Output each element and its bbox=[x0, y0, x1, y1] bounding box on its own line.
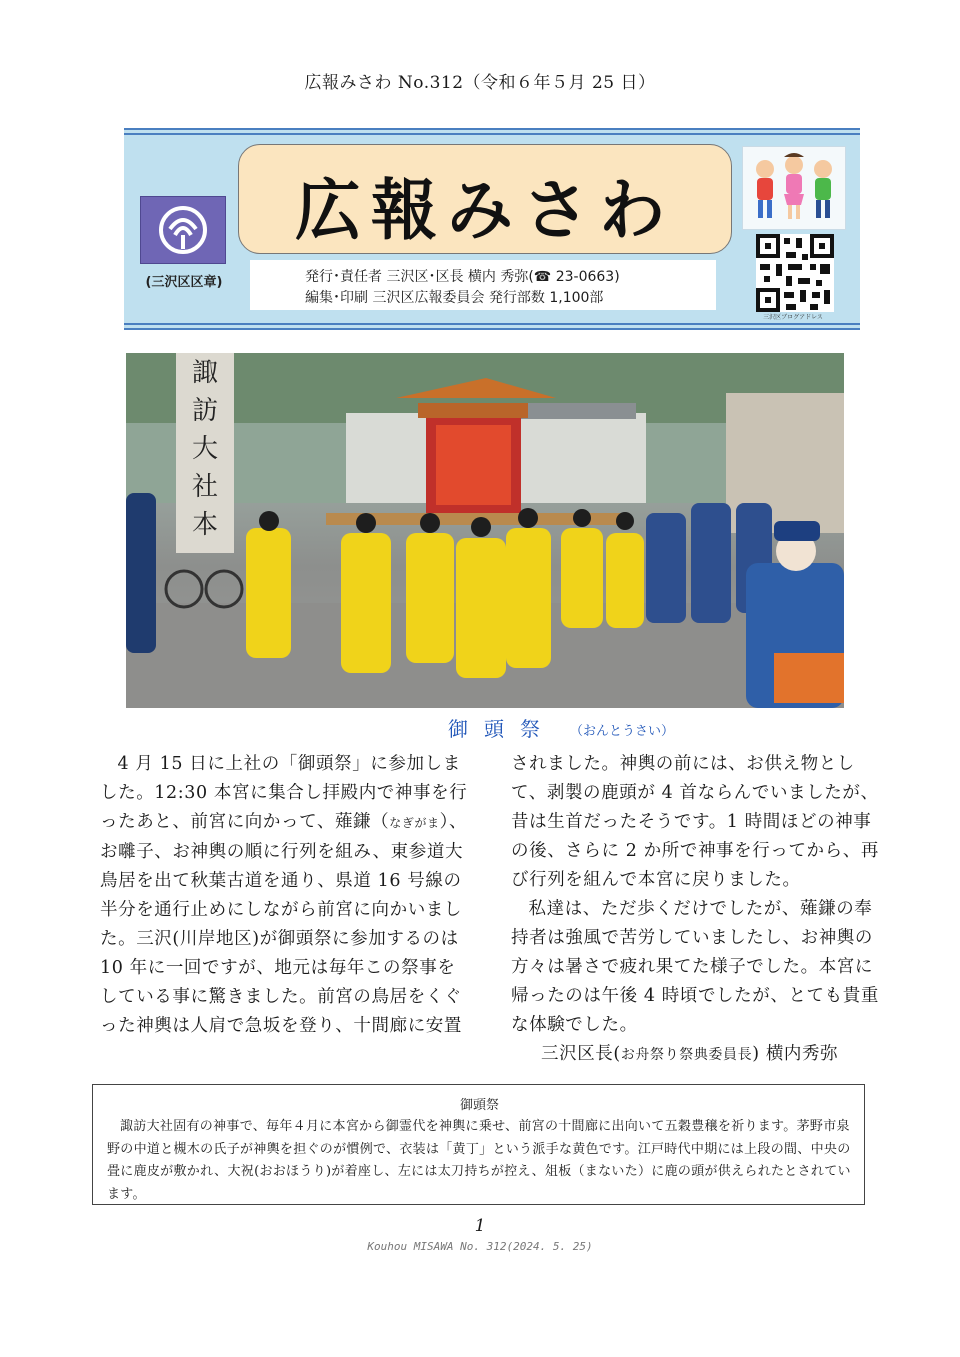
article-column-right bbox=[511, 750, 883, 1070]
note-title: 御頭祭 bbox=[459, 1098, 499, 1113]
child-head-icon bbox=[814, 160, 832, 178]
district-emblem bbox=[140, 196, 226, 264]
masthead-bottom-rule-2 bbox=[124, 328, 860, 330]
emblem-caption: (三沢区区章) bbox=[145, 275, 223, 290]
bicycle-wheel bbox=[206, 571, 242, 607]
title-box bbox=[238, 144, 732, 254]
masthead bbox=[124, 128, 860, 330]
pillar-char: 訪 bbox=[191, 396, 219, 426]
note-text: 諏訪大社固有の神事で、毎年４月に本宮から御霊代を神輿に乗せ、前宮の十間廊に出向いて五穀豊穣を祈ります。茅野市泉野の中道と槻木の氏子が神輿を担ぐのが慣例で、衣装は「黄丁」という派手な黄色です。江戸時代中期には上段の間、中央の畳に鹿皮が敷かれ、大祝(おおほうり)が着座し、左には太刀持ちが控え、俎板（まないた）に鹿の頭が供えられたとされています。 bbox=[107, 1119, 851, 1202]
article-paragraph-1-continued: されました。神輿の前には、お供え物として、剥製の鹿頭が 4 首ならんでいましたが、昔は生首だったそうです。1 時間ほどの神事の後、さらに 2 か所で神事を行ってから、再び行列を組んで本宮に戻りました。 bbox=[511, 754, 879, 890]
pillar-char: 大 bbox=[191, 434, 219, 464]
signature-role: お舟祭り祭典委員長 bbox=[620, 1047, 753, 1063]
pillar-char: 社 bbox=[191, 472, 219, 502]
publisher-info bbox=[250, 260, 716, 310]
photo-caption-reading: （おんとうさい） bbox=[570, 724, 675, 739]
masthead-top-rule bbox=[124, 128, 860, 130]
article-p1-reading: なぎがま bbox=[389, 816, 440, 830]
article-p1-text: 4 月 15 日に上社の「御頭祭」に参加しました。12:30 本宮に集合し拝殿内で神事を行ったあと、前宮に向かって、薙鎌（ bbox=[100, 754, 468, 832]
publication-footer: Kouhou MISAWA No. 312(2024. 5. 25) bbox=[367, 1240, 593, 1253]
article-p1-rest: ）、お囃子、お神輿の順に行列を組み、東参道大鳥居を出て秋葉古道を通り、県道 16 号線の半分を通行止めにしながら前宮に向かいました。三沢(川岸地区)が御頭祭に参加するのは 10 年に一回ですが、地元は毎年この祭事をしている事に驚きました。前宮の鳥居をくぐった神輿は人肩で急坂を登り、十間廊に安置 bbox=[100, 812, 468, 1036]
article-paragraph-1 bbox=[100, 750, 472, 1041]
masthead-top-rule-2 bbox=[124, 133, 860, 135]
article-signature bbox=[511, 1040, 883, 1070]
publisher-line: 発行･責任者 三沢区･区長 横内 秀弥(☎ 23-0663) bbox=[305, 269, 620, 285]
pillar-char: 諏 bbox=[191, 358, 219, 388]
issue-line: 広報みさわ No.312（令和６年５月 25 日） bbox=[304, 73, 656, 93]
children-illustration bbox=[742, 146, 846, 230]
photo-caption-title: 御頭祭 bbox=[448, 717, 556, 741]
article-paragraph-2: 私達は、ただ歩くだけでしたが、薙鎌の奉持者は強風で苦労していましたし、お神輿の方々は暑さで疲れ果てた様子でした。本宮に帰ったのは午後 4 時頃でしたが、とても貴重な体験でした。 bbox=[511, 899, 879, 1035]
signature-prefix: 三沢区長( bbox=[541, 1044, 621, 1064]
article-column-left bbox=[100, 750, 472, 1041]
editor-line: 編集･印刷 三沢区広報委員会 発行部数 1,100部 bbox=[305, 290, 604, 306]
masthead-bottom-rule bbox=[124, 323, 860, 325]
festival-photo bbox=[126, 353, 844, 708]
qr-code[interactable] bbox=[756, 234, 834, 312]
note-body bbox=[107, 1116, 855, 1206]
pillar-char: 本 bbox=[191, 510, 219, 540]
emblem-mark-icon bbox=[158, 205, 208, 255]
qr-caption: 三沢区ブログアドレス bbox=[763, 314, 823, 321]
newsletter-title: 広報みさわ bbox=[295, 172, 675, 249]
note-box bbox=[92, 1084, 865, 1205]
child-head-icon bbox=[785, 156, 803, 174]
signature-suffix: ) 横内秀弥 bbox=[752, 1044, 839, 1064]
page-number: 1 bbox=[474, 1216, 486, 1236]
child-head-icon bbox=[756, 160, 774, 178]
